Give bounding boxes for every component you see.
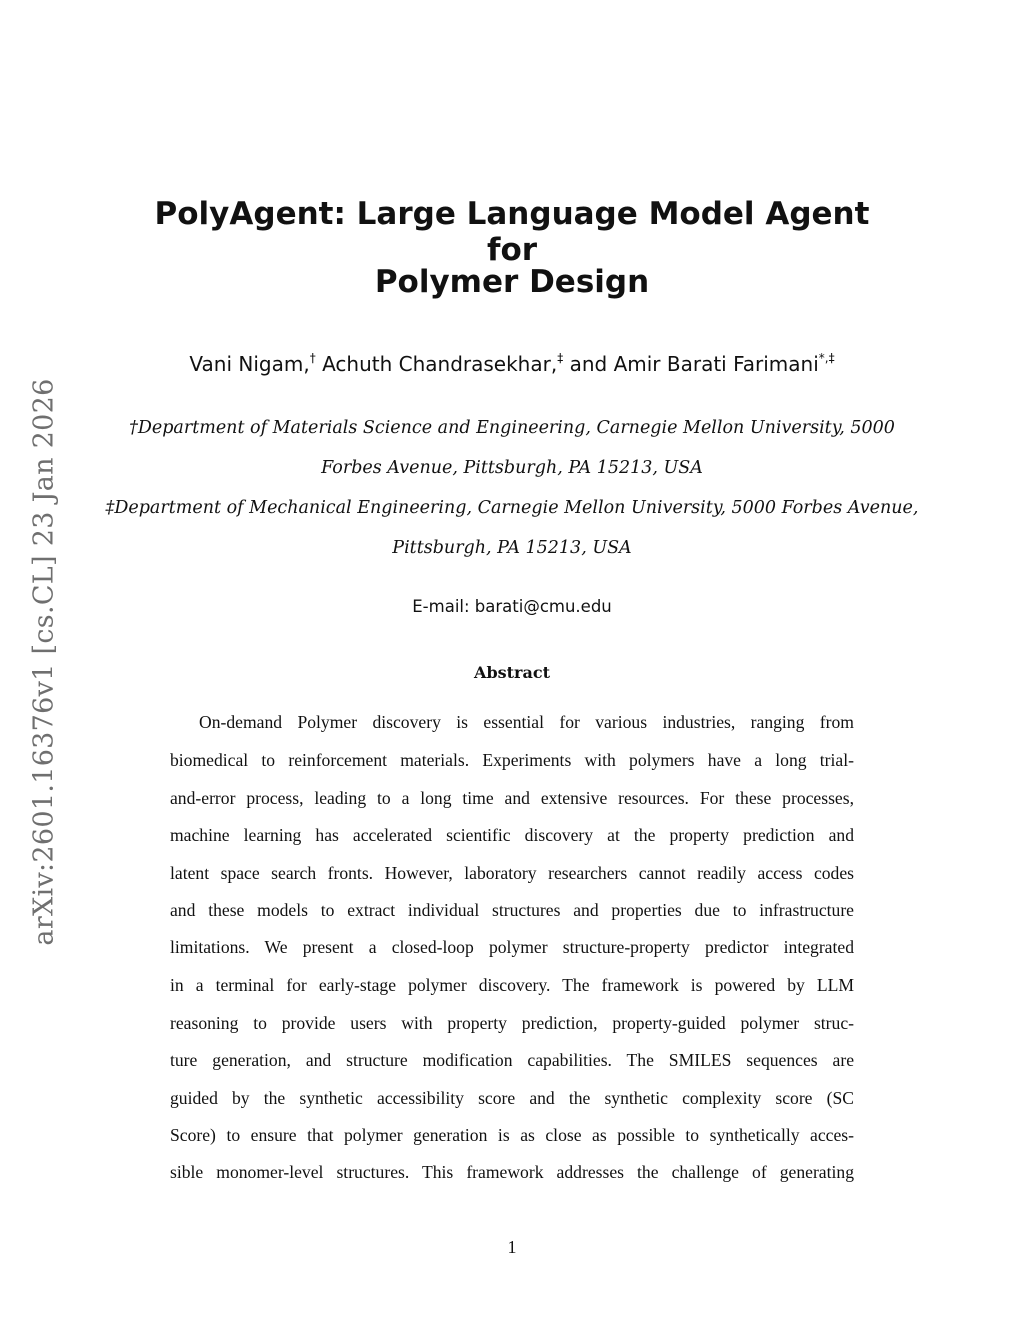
abstract-line: reasoning to provide users with property prediction, property-guided polymer struc- xyxy=(170,1013,854,1033)
affiliation-mark: † xyxy=(309,351,316,365)
author-name: Vani Nigam, xyxy=(189,352,310,376)
affiliation-line: †Department of Materials Science and Engineering, Carnegie Mellon University, 5000 xyxy=(129,418,895,438)
affiliation-mark: *,‡ xyxy=(818,351,835,365)
arxiv-identifier-stamp: arXiv:2601.16376v1 [cs.CL] 23 Jan 2026 xyxy=(28,378,60,946)
abstract-line: On-demand Polymer discovery is essential for various industries, ranging from xyxy=(199,712,854,732)
author-connector: and xyxy=(569,352,608,376)
abstract-line: latent space search fronts. However, laboratory researchers cannot readily access codes xyxy=(170,863,854,883)
abstract-heading: Abstract xyxy=(474,663,550,682)
contact-email: E-mail: barati@cmu.edu xyxy=(412,597,612,616)
abstract-line: guided by the synthetic accessibility score and the synthetic complexity score (SC xyxy=(170,1088,854,1108)
affiliation-line: Forbes Avenue, Pittsburgh, PA 15213, USA xyxy=(321,458,703,478)
author-list xyxy=(130,352,894,376)
author-name: Amir Barati Farimani xyxy=(613,352,819,376)
abstract-line: and these models to extract individual structures and properties due to infrastructure xyxy=(170,900,854,920)
abstract-line: biomedical to reinforcement materials. Experiments with polymers have a long trial- xyxy=(170,750,854,770)
affiliation-line: Pittsburgh, PA 15213, USA xyxy=(392,538,632,558)
affiliation-line: ‡Department of Mechanical Engineering, Carnegie Mellon University, 5000 Forbes Avenue, xyxy=(105,498,919,518)
abstract-line: limitations. We present a closed-loop polymer structure-property predictor integrated xyxy=(170,937,854,957)
author-name: Achuth Chandrasekhar, xyxy=(322,352,558,376)
abstract-line: in a terminal for early-stage polymer discovery. The framework is powered by LLM xyxy=(170,975,854,995)
paper-title-line-1: PolyAgent: Large Language Model Agent for xyxy=(154,196,870,268)
abstract-line: and-error process, leading to a long time and extensive resources. For these processes, xyxy=(170,788,854,808)
abstract-line: machine learning has accelerated scientific discovery at the property prediction and xyxy=(170,825,854,845)
page-number: 1 xyxy=(507,1237,517,1257)
affiliation-mark: ‡ xyxy=(557,351,564,365)
paper-title-line-2: Polymer Design xyxy=(374,264,650,300)
abstract-line: ture generation, and structure modification capabilities. The SMILES sequences are xyxy=(170,1050,854,1070)
abstract-line: Score) to ensure that polymer generation is as close as possible to synthetically acces- xyxy=(170,1125,854,1145)
abstract-line: sible monomer-level structures. This framework addresses the challenge of generating xyxy=(170,1162,854,1182)
